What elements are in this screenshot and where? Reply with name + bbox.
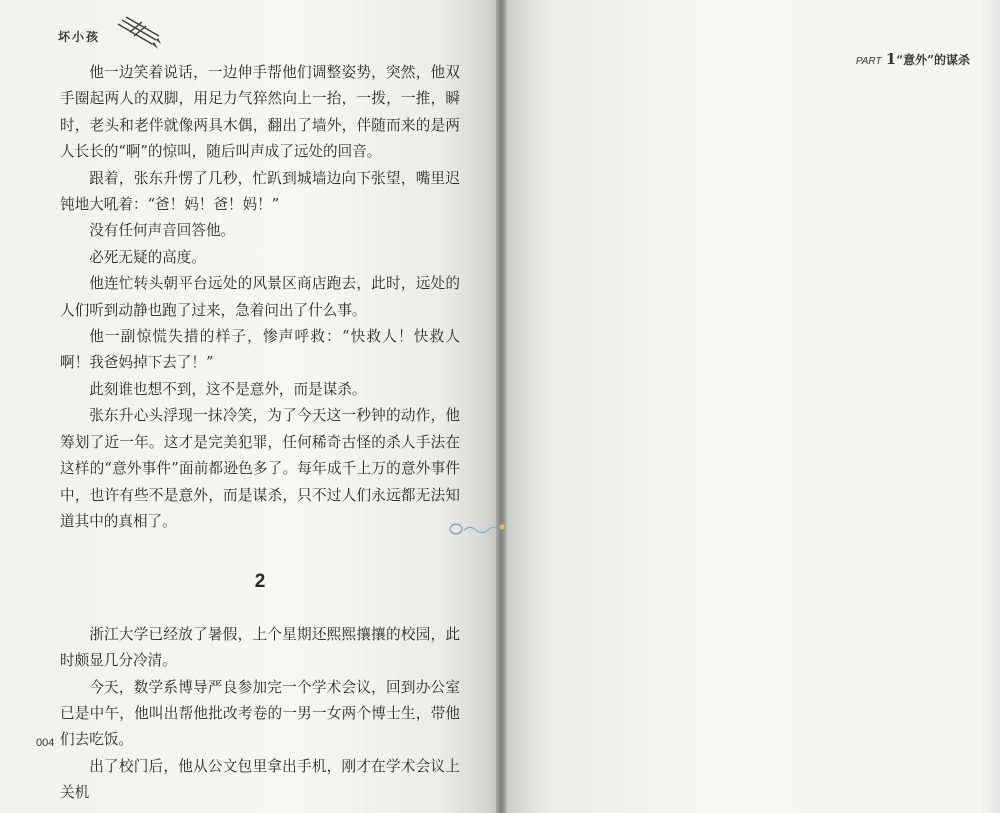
book-gutter — [496, 0, 506, 813]
running-head-title: “意外”的谋杀 — [896, 53, 970, 67]
left-body-text — [60, 60, 460, 807]
paragraph: 出了校门后，他从公文包里拿出手机，刚才在学术会议上关机 — [60, 757, 460, 802]
chapter-number: 2 — [254, 571, 266, 593]
paragraph: 他一副惊慌失措的样子，惨声呼救：“快救人！快救人啊！我爸妈掉下去了！” — [60, 328, 460, 372]
running-head-part: PART — [855, 56, 882, 67]
running-head-chapter — [856, 50, 970, 68]
watermark-stamp-icon — [448, 521, 506, 537]
paragraph: 必死无疑的高度。 — [89, 248, 206, 266]
pencils-ornament-icon — [112, 14, 162, 54]
running-head-number: 1 — [885, 50, 897, 68]
paragraph: 他连忙转头朝平台远处的风景区商店跑去，此时，远处的人们听到动静也跑了过来，急着问出了什么事。 — [60, 275, 460, 319]
right-page — [500, 0, 1000, 813]
paragraph: 今天，数学系博导严良参加完一个学术会议，回到办公室已是中午，他叫出帮他批改考卷的一男一女两个博士生，带他们去吃饭。 — [60, 678, 460, 749]
paragraph: 浙江大学已经放了暑假，上个星期还熙熙攘攘的校园，此时颇显几分冷清。 — [60, 625, 460, 670]
page-number-left: 004 — [36, 737, 55, 749]
paragraph: 此刻谁也想不到，这不是意外，而是谋杀。 — [89, 380, 367, 398]
paragraph: 没有任何声音回答他。 — [89, 222, 236, 240]
paragraph: 跟着，张东升愣了几秒，忙趴到城墙边向下张望，嘴里迟钝地大吼着：“爸！妈！爸！妈！” — [60, 169, 460, 214]
running-head-book-title: 坏小孩 — [58, 30, 101, 44]
paragraph: 他一边笑着说话，一边伸手帮他们调整姿势，突然，他双手圈起两人的双脚，用足力气猝然向上一抬，一拨，一推，瞬时，老头和老伴就像两具木偶，翻出了墙外，伴随而来的是两人长长的“啊”的惊叫，随后叫声成了远处的回音。 — [60, 64, 460, 161]
paragraph: 张东升心头浮现一抹冷笑，为了今天这一秒钟的动作，他筹划了近一年。这才是完美犯罪，任何稀奇古怪的杀人手法在这样的“意外事件”面前都逊色多了。每年成千上万的意外事件中，也许有些不是意外，而是谋杀，只不过人们永远都无法知道其中的真相了。 — [60, 407, 460, 530]
